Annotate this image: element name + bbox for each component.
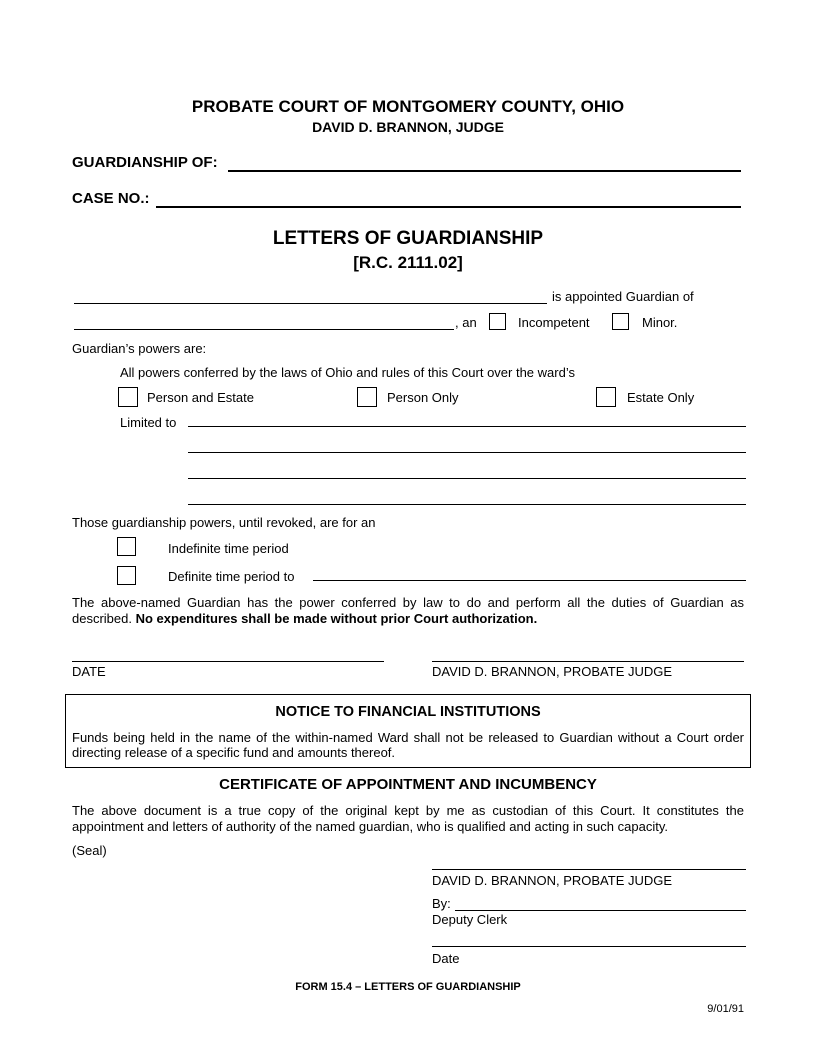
definite-label: Definite time period to: [168, 569, 295, 584]
case-no-label: CASE NO.:: [72, 190, 150, 207]
minor-checkbox[interactable]: [612, 313, 629, 330]
certificate-judge-line[interactable]: [432, 869, 746, 870]
document-title: LETTERS OF GUARDIANSHIP: [272, 228, 544, 249]
an-text: , an: [455, 315, 477, 330]
form-number: FORM 15.4 – LETTERS OF GUARDIANSHIP: [295, 981, 521, 993]
notice-title: NOTICE TO FINANCIAL INSTITUTIONS: [275, 704, 541, 720]
judge-name: DAVID D. BRANNON, JUDGE: [312, 119, 504, 135]
notice-box: [65, 694, 751, 768]
by-field[interactable]: [455, 894, 746, 911]
date-signature-line[interactable]: [72, 661, 384, 662]
guardianship-of-field[interactable]: [228, 154, 741, 172]
revision-date: 9/01/91: [707, 1003, 744, 1015]
authority-bold-text: No expenditures shall be made without prior Court authorization.: [135, 611, 538, 626]
indefinite-label: Indefinite time period: [168, 541, 289, 556]
estate-only-checkbox[interactable]: [596, 387, 616, 407]
certificate-date-line[interactable]: [432, 946, 746, 947]
certificate-title: CERTIFICATE OF APPOINTMENT AND INCUMBENCY: [219, 776, 597, 793]
ward-name-field[interactable]: [74, 313, 454, 330]
certificate-text: The above document is a true copy of the original kept by me as custodian of this Court. It constitutes the appointment and letters of authority of the named guardian, who is qualified and acting in such capacity.: [72, 803, 744, 834]
duration-heading: Those guardianship powers, until revoked, are for an: [72, 515, 376, 530]
limited-to-field-4[interactable]: [188, 488, 746, 505]
indefinite-checkbox[interactable]: [117, 537, 136, 556]
court-title: PROBATE COURT OF MONTGOMERY COUNTY, OHIO: [191, 97, 625, 116]
deputy-clerk-label: Deputy Clerk: [432, 912, 508, 927]
limited-to-field-3[interactable]: [188, 462, 746, 479]
seal-label: (Seal): [72, 843, 107, 858]
incompetent-label: Incompetent: [518, 315, 590, 330]
certificate-date-label: Date: [432, 951, 460, 966]
date-label: DATE: [72, 664, 106, 679]
judge-signature-label: DAVID D. BRANNON, PROBATE JUDGE: [432, 664, 673, 679]
person-only-checkbox[interactable]: [357, 387, 377, 407]
person-and-estate-checkbox[interactable]: [118, 387, 138, 407]
incompetent-checkbox[interactable]: [489, 313, 506, 330]
certificate-judge-label: DAVID D. BRANNON, PROBATE JUDGE: [432, 873, 673, 888]
statute-reference: [R.C. 2111.02]: [353, 253, 463, 272]
person-only-label: Person Only: [387, 390, 459, 405]
authority-text: The above-named Guardian has the power conferred by law to do and perform all the duties of Guardian as described.: [72, 595, 744, 626]
guardianship-of-label: GUARDIANSHIP OF:: [72, 154, 218, 171]
limited-to-field-2[interactable]: [188, 436, 746, 453]
guardian-name-field[interactable]: [74, 287, 547, 304]
limited-to-label: Limited to: [120, 415, 177, 430]
minor-label: Minor.: [642, 315, 678, 330]
definite-checkbox[interactable]: [117, 566, 136, 585]
powers-heading: Guardian’s powers are:: [72, 341, 207, 356]
by-label: By:: [432, 896, 451, 911]
limited-to-field-1[interactable]: [188, 410, 746, 427]
case-no-field[interactable]: [156, 190, 741, 208]
authority-paragraph: [72, 595, 744, 627]
estate-only-label: Estate Only: [627, 390, 695, 405]
appointed-text: is appointed Guardian of: [552, 289, 694, 304]
definite-date-field[interactable]: [313, 564, 746, 581]
notice-text: Funds being held in the name of the within-named Ward shall not be released to Guardian without a Court order directing release of a specific fund and amounts thereof.: [72, 730, 744, 760]
all-powers-text: All powers conferred by the laws of Ohio and rules of this Court over the ward’s: [120, 365, 575, 380]
judge-signature-line[interactable]: [432, 661, 744, 662]
person-and-estate-label: Person and Estate: [147, 390, 254, 405]
